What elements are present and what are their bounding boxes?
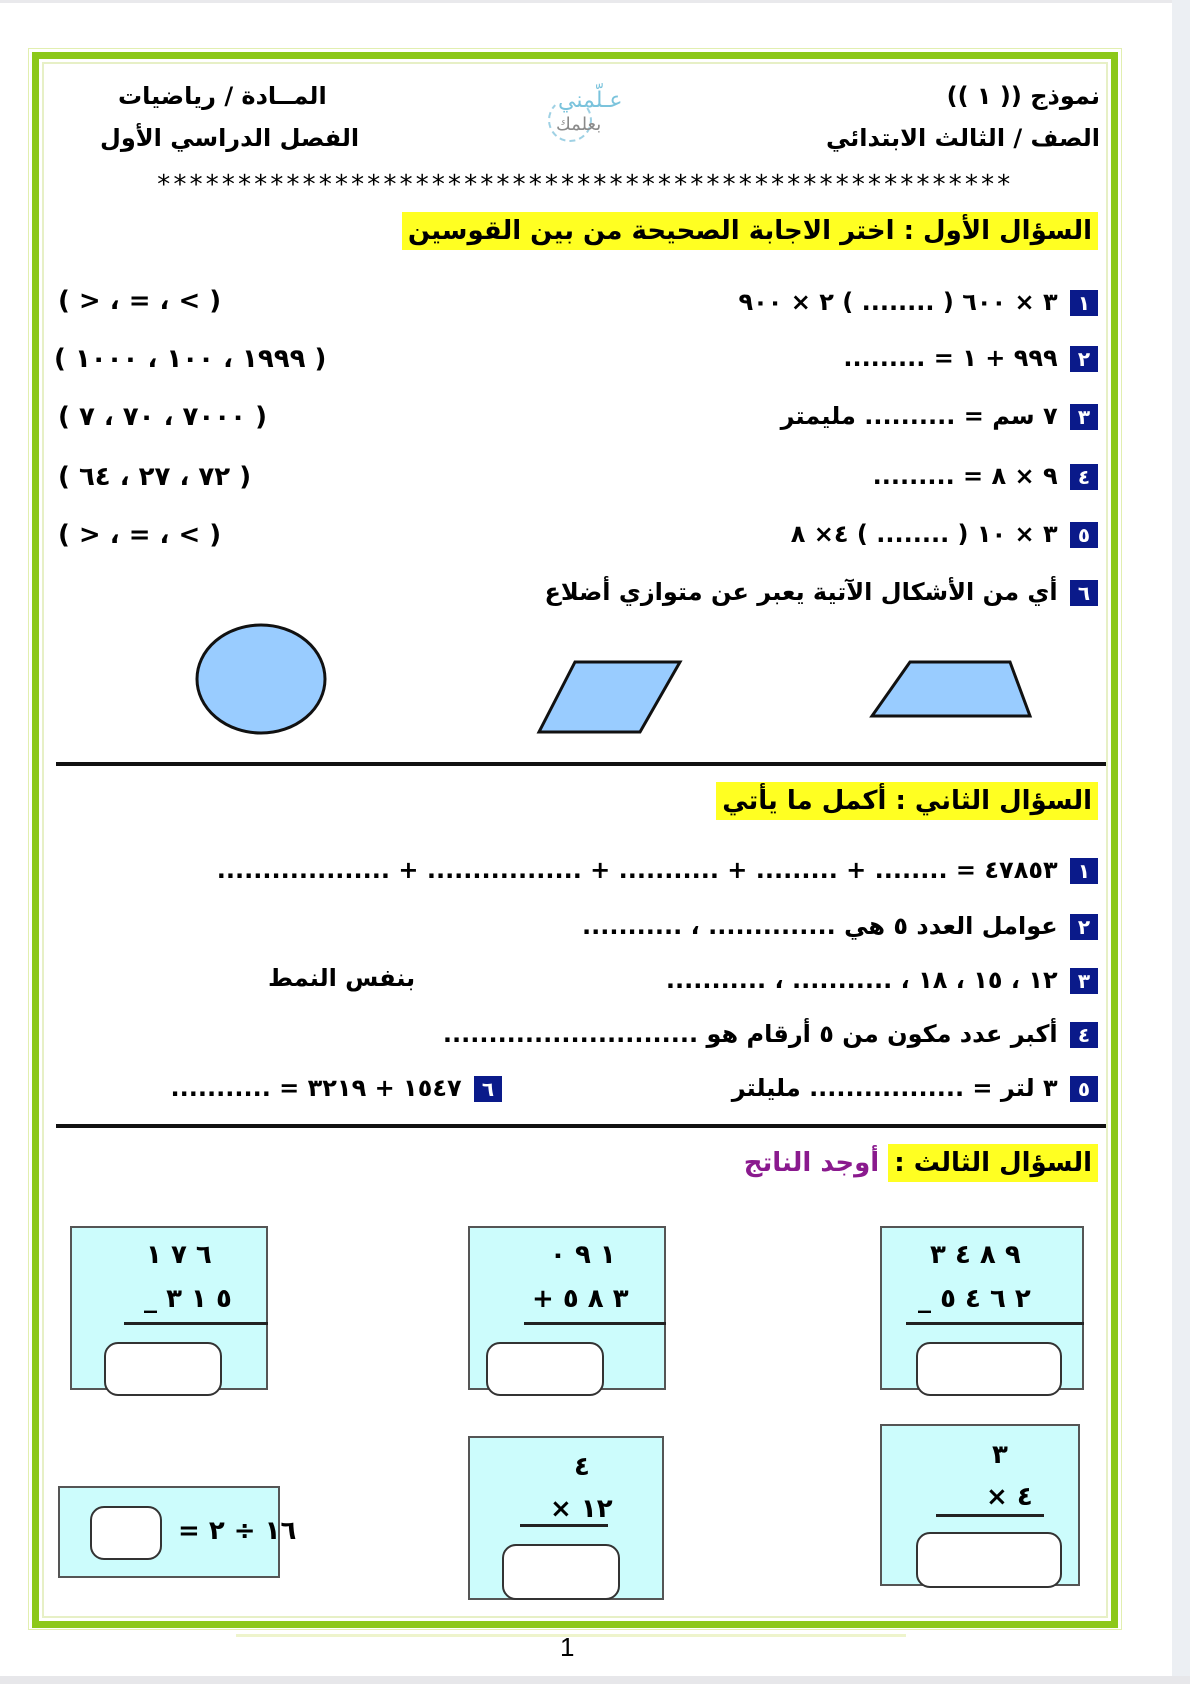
- grade-label: الصف / الثالث الابتدائي: [825, 124, 1100, 152]
- result-line: [124, 1322, 268, 1325]
- q3-title: [744, 1148, 1098, 1178]
- logo-text-bottom: بعلمك: [556, 114, 602, 135]
- q2-item-3-text: ١٢ ، ١٥ ، ١٨ ، ........... ، ...........: [665, 966, 1058, 994]
- item-number-badge: ٣: [1070, 968, 1098, 994]
- q2-item-3-note: بنفس النمط: [268, 964, 416, 992]
- subtraction-problem-1: [880, 1226, 1084, 1390]
- item-number-badge: ٣: [1070, 404, 1098, 430]
- stars-divider: *****************************************************: [155, 170, 1013, 200]
- operand-top: ٩ ٨ ٤ ٣: [930, 1240, 1021, 1270]
- addition-problem: [468, 1226, 666, 1390]
- q1-title: [402, 216, 1098, 246]
- multiplication-problem-2: [468, 1436, 664, 1600]
- q1-item-2-choices: ( ١٩٩٩ ، ١٠٠ ، ١٠٠٠ ): [54, 344, 327, 374]
- q2-item-3: [666, 966, 1098, 994]
- q1-title-text: السؤال الأول : اختر الاجابة الصحيحة من بين القوسين: [402, 212, 1098, 250]
- viewer-bottom-edge: [0, 1676, 1190, 1684]
- site-logo: [540, 78, 660, 148]
- answer-box[interactable]: [502, 1544, 620, 1600]
- operand-bottom: _ ٢ ٦ ٤ ٥: [918, 1284, 1031, 1314]
- item-number-badge: ٦: [1070, 580, 1098, 606]
- item-number-badge: ٢: [1070, 346, 1098, 372]
- logo-text-top: عـلّمني: [558, 88, 623, 113]
- parallelogram-shape[interactable]: [535, 652, 685, 736]
- subtraction-problem-2: [70, 1226, 268, 1390]
- item-number-badge: ٥: [1070, 522, 1098, 548]
- q1-item-5: [791, 520, 1098, 548]
- q1-item-6: [544, 578, 1098, 606]
- ellipse-shape[interactable]: [190, 622, 330, 742]
- multiplication-problem-1: [880, 1424, 1080, 1586]
- q1-item-1-choices: ( > ، = ، < ): [58, 286, 222, 316]
- q2-item-1-text: ٤٧٨٥٣ = ........ + ......... + ........... + ................. + ...................: [216, 856, 1058, 884]
- q3-title-main: السؤال الثالث :: [888, 1144, 1098, 1182]
- result-line: [524, 1322, 666, 1325]
- answer-box[interactable]: [104, 1342, 222, 1396]
- division-problem: [58, 1486, 297, 1578]
- q1-item-2: [843, 344, 1098, 372]
- q2-item-6-text: ١٥٤٧ + ٣٢١٩ = ...........: [170, 1074, 462, 1102]
- item-number-badge: ١: [1070, 290, 1098, 316]
- operand-top: ٤: [574, 1452, 590, 1482]
- q1-item-4: [873, 462, 1098, 490]
- answer-box[interactable]: [916, 1342, 1062, 1396]
- q2-item-4: [443, 1020, 1098, 1048]
- q2-item-4-text: أكبر عدد مكون من ٥ أرقام هو ............................: [442, 1020, 1058, 1048]
- q1-item-6-text: أي من الأشكال الآتية يعبر عن متوازي أضلاع: [544, 578, 1058, 606]
- trapezoid-shape[interactable]: [868, 652, 1038, 722]
- section-divider-1: [56, 762, 1106, 766]
- operand-bottom: × ٤: [986, 1482, 1033, 1512]
- viewer-scrollbar-gutter: [1172, 0, 1190, 1684]
- q1-item-4-text: ٩ × ٨ = .........: [872, 462, 1058, 490]
- section-divider-2: [56, 1124, 1106, 1128]
- item-number-badge: ٤: [1070, 1022, 1098, 1048]
- item-number-badge: ٦: [474, 1076, 502, 1102]
- answer-box[interactable]: [916, 1532, 1062, 1588]
- term-label: الفصل الدراسي الأول: [100, 124, 360, 152]
- q1-item-1: [738, 288, 1098, 316]
- q1-item-2-text: ٩٩٩ + ١ = .........: [843, 344, 1058, 372]
- item-number-badge: ٥: [1070, 1076, 1098, 1102]
- q2-item-2-text: عوامل العدد ٥ هي .............. ، ...........: [581, 912, 1058, 940]
- answer-box[interactable]: [486, 1342, 604, 1396]
- q1-item-5-text: ٣ × ١٠ ( ........ ) ٤× ٨: [790, 520, 1058, 548]
- q1-item-4-choices: ( ٧٢ ، ٢٧ ، ٦٤ ): [58, 462, 252, 492]
- item-number-badge: ٤: [1070, 464, 1098, 490]
- operand-bottom: + ٣ ٨ ٥: [532, 1284, 629, 1314]
- q1-item-3-choices: ( ٧٠٠٠ ، ٧٠ ، ٧ ): [58, 402, 267, 432]
- operand-bottom: _ ٥ ١ ٣: [144, 1284, 232, 1314]
- subject-label: المــادة / رياضيات: [118, 82, 327, 110]
- result-line: [906, 1322, 1084, 1325]
- q2-item-6: [171, 1074, 502, 1102]
- answer-box[interactable]: [90, 1506, 162, 1560]
- q1-item-1-text: ٣ × ٦٠٠ ( ........ ) ٢ × ٩٠٠: [738, 288, 1058, 316]
- operand-top: ٦ ٧ ١: [146, 1240, 212, 1270]
- q2-item-1: [217, 856, 1098, 884]
- operand-top: ٣: [992, 1440, 1008, 1470]
- q2-item-2: [582, 912, 1098, 940]
- item-number-badge: ٢: [1070, 914, 1098, 940]
- q1-item-3-text: ٧ سم = .......... مليمتر: [780, 402, 1058, 430]
- q2-item-5: [732, 1074, 1098, 1102]
- q3-title-sub: أوجد الناتج: [743, 1148, 880, 1178]
- result-line: [936, 1514, 1044, 1517]
- q1-item-3: [781, 402, 1098, 430]
- model-label: نموذج (( ١ )): [946, 82, 1100, 110]
- page-top-edge: [0, 0, 1190, 3]
- q1-item-5-choices: ( > ، = ، < ): [58, 520, 222, 550]
- page-number: 1: [560, 1632, 575, 1662]
- q2-item-5-text: ٣ لتر = ................. مليلتر: [731, 1074, 1058, 1102]
- result-line: [520, 1524, 608, 1527]
- operand-top: ١ ٩ ٠: [550, 1240, 616, 1270]
- q2-title: [716, 786, 1098, 816]
- operand-bottom: × ١٢: [550, 1494, 613, 1524]
- item-number-badge: ١: [1070, 858, 1098, 884]
- q2-title-text: السؤال الثاني : أكمل ما يأتي: [716, 782, 1098, 820]
- division-expression: ١٦ ÷ ٢ =: [178, 1516, 297, 1546]
